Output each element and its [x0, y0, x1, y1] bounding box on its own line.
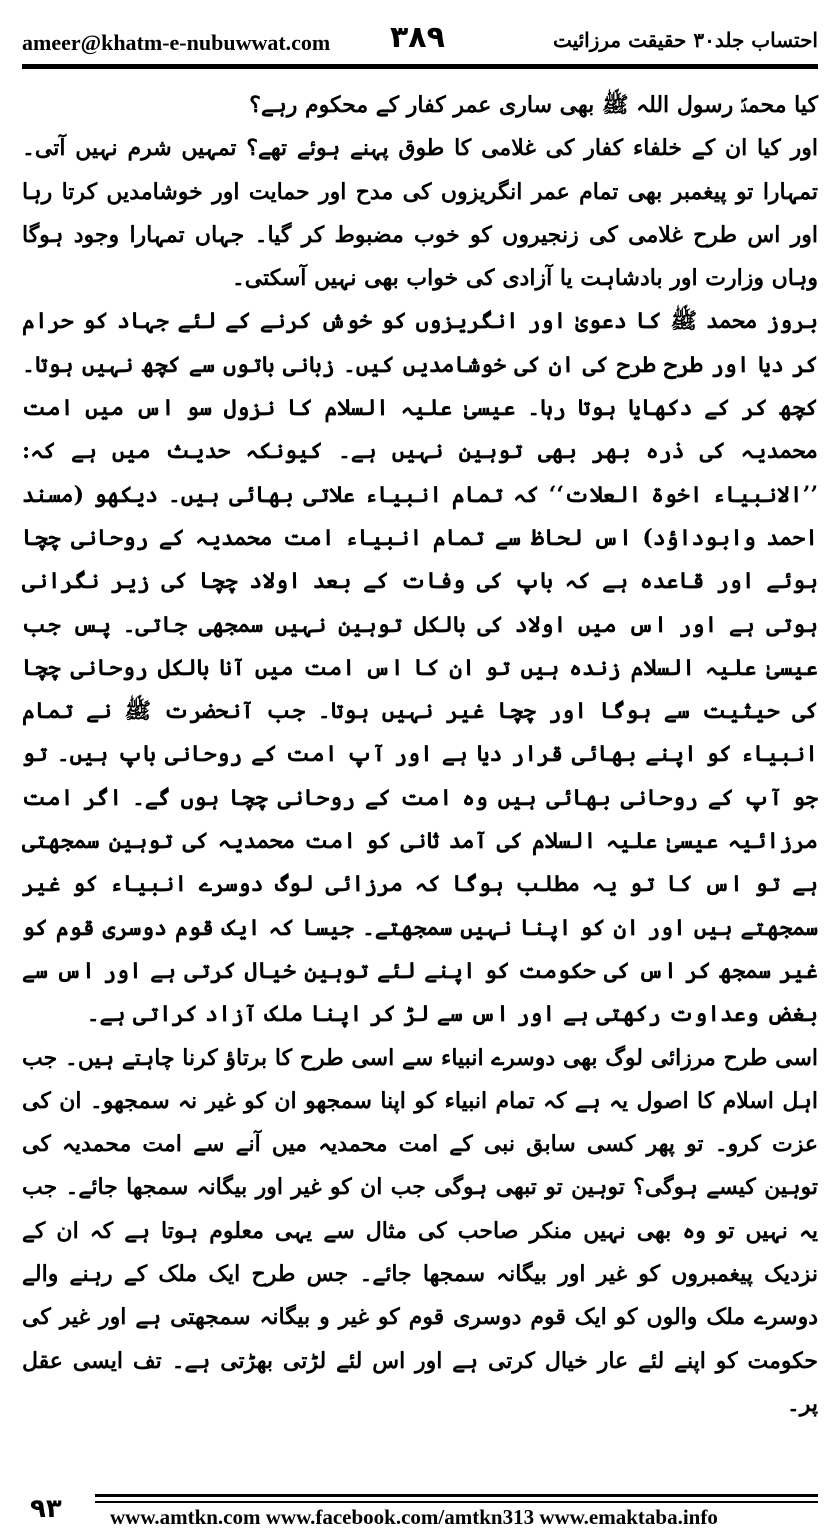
page-body: [22, 84, 818, 1426]
header-rule: [22, 64, 818, 69]
paragraph-4: اسی طرح مرزائی لوگ بھی دوسرے انبیاء سے اسی طرح کا برتاؤ کرنا چاہتے ہیں۔ جب اہل اسلام کا اصول یہ ہے کہ تمام انبیاء کو اپنا سمجھو ان کو غیر نہ سمجھو۔ ان کی عزت کرو۔ تو پھر کسی سابق نبی کے امت محمدیہ میں آنے سے امت محمدیہ کی توہین کیسے ہوگی؟ توہین تو تبھی ہوگی جب ان کو غیر اور بیگانہ سمجھا جائے۔ جب یہ نہیں تو وہ بھی نہیں منکر صاحب کی مثال سے یہی معلوم ہوتا ہے کہ ان کے نزدیک پیغمبروں کو غیر اور بیگانہ سمجھا جائے۔ جس طرح ایک ملک کے رہنے والے دوسرے ملک والوں کو ایک قوم دوسری قوم کو غیر و بیگانہ سمجھتی ہے اور غیر کی حکومت کو اپنے لئے عار خیال کرتی ہے اور اس لئے لڑتی بھڑتی ہے۔ تف ایسی عقل پر۔: [22, 1044, 818, 1417]
footer-rule-thin: [95, 1501, 818, 1503]
paragraph-1: کیا محمدؐ رسول اللہ ﷺ بھی ساری عمر کفار کے محکوم رہے؟: [249, 92, 818, 118]
footer-links: www.amtkn.com www.facebook.com/amtkn313 www.emaktaba.info: [110, 1505, 718, 1529]
page-header: [22, 20, 818, 68]
footer-page-number: ۹۳: [30, 1494, 62, 1524]
paragraph-2: اور کیا ان کے خلفاء کفار کی غلامی کا طوق پہنے ہوئے تھے؟ تمہیں شرم نہیں آتی۔ تمہارا تو پیغمبر بھی تمام عمر انگریزوں کی مدح اور حمایت اور خوشامدیں کرتا رہا اور اس طرح غلامی کی زنجیروں کو خوب مضبوط کر گیا۔ جہاں تمہارا وجود ہوگا وہاں وزارت اور بادشاہت یا آزادی کی خواب بھی نہیں آسکتی۔: [22, 135, 818, 292]
email-address: ameer@khatm-e-nubuwwat.com: [22, 30, 331, 55]
paragraph-3: بروز محمد ﷺ کا دعویٰ اور انگریزوں کو خوش کرنے کے لئے جہاد کو حرام کر دیا اور طرح طرح کی ان کی خوشامدیں کیں۔ زبانی باتوں سے کچھ نہیں ہوتا۔ کچھ کر کے دکھایا ہوتا رہا۔ عیسیٰ علیہ السلام کا نزول سو اس میں امت محمدیہ کی ذرہ بھر بھی توہین نہیں ہے۔ کیونکہ حدیث میں ہے کہ: ’’الانبیاء اخوۃ العلات‘‘ کہ تمام انبیاء علاتی بھائی ہیں۔ دیکھو (مسند احمد وابوداؤد) اس لحاظ سے تمام انبیاء امت محمدیہ کے روحانی چچا ہوئے اور قاعدہ ہے کہ باپ کی وفات کے بعد اولاد چچا کی زیر نگرانی ہوتی ہے اور اس میں اولاد کی بالکل توہین نہیں سمجھی جاتی۔ پس جب عیسیٰ علیہ السلام زندہ ہیں تو ان کا اس امت میں آنا بالکل روحانی چچا کی حیثیت سے ہوگا اور چچا غیر نہیں ہوتا۔ جب آنحضرت ﷺ نے تمام انبیاء کو اپنے بھائی قرار دیا ہے اور آپ امت کے روحانی باپ ہیں۔ تو جو آپ کے روحانی بھائی ہیں وہ امت کے روحانی چچا ہوں گے۔ اگر امت مرزائیہ عیسیٰ علیہ السلام کی آمد ثانی کو امت محمدیہ کی توہین سمجھتی ہے تو اس کا تو یہ مطلب ہوگا کہ مرزائی لوگ دوسرے انبیاء کو غیر سمجھتے ہیں اور ان کو اپنا نہیں سمجھتے۔ جیسا کہ ایک قوم دوسری قوم کو غیر سمجھ کر اس کی حکومت کو اپنے لئے توہین خیال کرتی ہے اور اس سے بغض وعداوت رکھتی ہے اور اس سے لڑ کر اپنا ملک آزاد کراتی ہے۔: [22, 308, 818, 1028]
book-title: احتساب جلد۳۰ حقیقت مرزائیت: [552, 28, 818, 52]
footer-rule: [95, 1494, 818, 1497]
page-number: ۳۸۹: [390, 20, 445, 55]
